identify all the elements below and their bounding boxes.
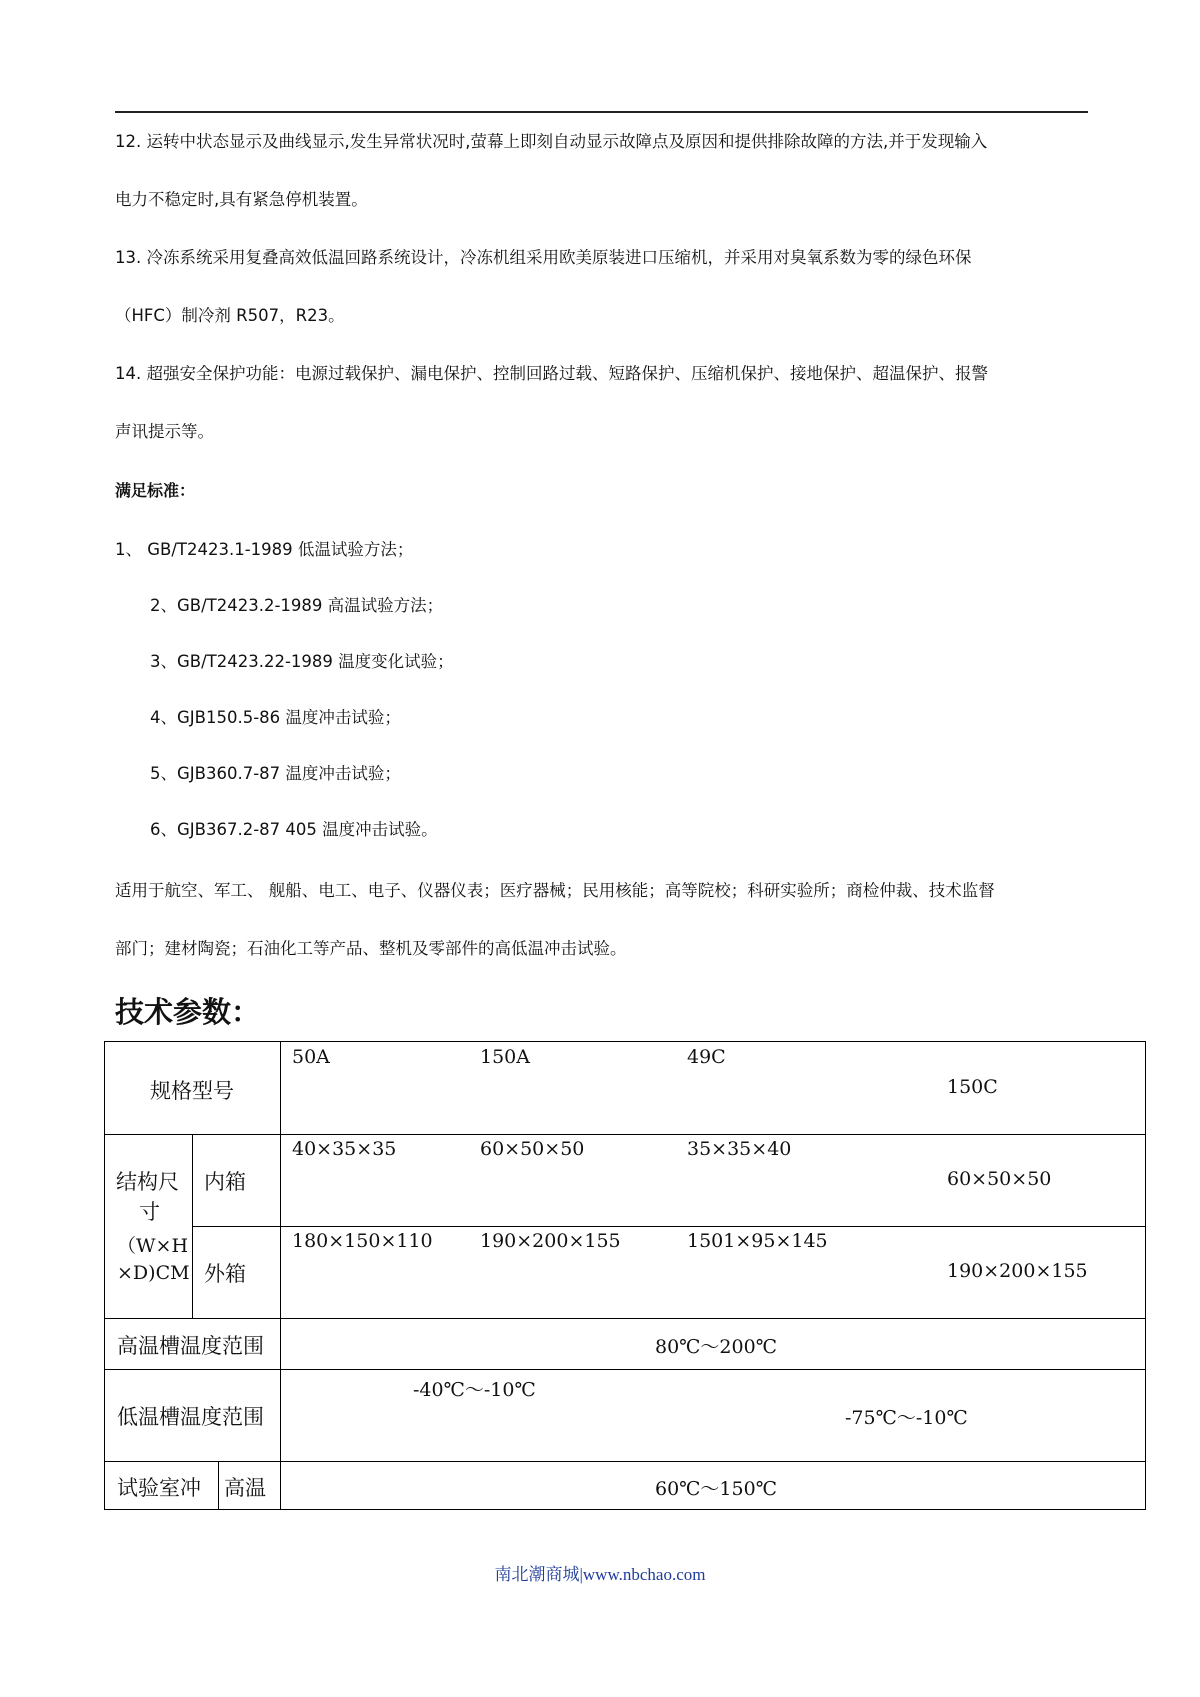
outer-box-value-1: 180×150×110 [292, 1230, 433, 1252]
model-value-4: 150C [947, 1076, 998, 1098]
item-14-line2: 声讯提示等。 [115, 422, 214, 441]
inner-box-value-1: 40×35×35 [292, 1138, 397, 1160]
outer-box-value-2: 190×200×155 [480, 1230, 621, 1252]
high-temp-value: 80℃～200℃ [655, 1336, 777, 1358]
table-row-divider [105, 1461, 1145, 1462]
standard-item-1: 1、 GB/T2423.1-1989 低温试验方法； [115, 540, 414, 559]
item-14-line1: 14. 超强安全保护功能：电源过载保护、漏电保护、控制回路过载、短路保护、压缩机保护、接地保护、超温保护、报警 [115, 364, 988, 383]
table-col-divider [192, 1134, 193, 1318]
model-value-2: 150A [480, 1046, 530, 1068]
footer-link[interactable]: 南北潮商城|www.nbchao.com [494, 1565, 706, 1584]
table-col-divider [218, 1461, 219, 1509]
outer-box-value-3: 1501×95×145 [687, 1230, 828, 1252]
table-row-divider [105, 1134, 1145, 1135]
standard-item-6: 6、GJB367.2-87 405 温度冲击试验。 [150, 820, 438, 839]
structure-label-line3: （W×H [117, 1235, 189, 1257]
outer-box-value-4: 190×200×155 [947, 1260, 1088, 1282]
low-temp-value-2: -75℃～-10℃ [845, 1407, 968, 1429]
table-col-divider [280, 1042, 281, 1509]
standards-heading: 满足标准： [115, 481, 196, 500]
model-value-1: 50A [292, 1046, 330, 1068]
table-row-divider [105, 1318, 1145, 1319]
inner-box-value-3: 35×35×40 [687, 1138, 792, 1160]
outer-box-label: 外箱 [204, 1262, 246, 1286]
tech-params-title: 技术参数： [115, 997, 261, 1029]
item-13-line1: 13. 冷冻系统采用复叠高效低温回路系统设计，冷冻机组采用欧美原装进口压缩机，并采用对臭氧系数为零的绿色环保 [115, 248, 972, 267]
shock-high-label: 高温 [224, 1476, 266, 1500]
inner-box-value-4: 60×50×50 [947, 1168, 1052, 1190]
standard-item-5: 5、GJB360.7-87 温度冲击试验； [150, 764, 401, 783]
applications-line2: 部门；建材陶瓷；石油化工等产品、整机及零部件的高低温冲击试验。 [115, 939, 627, 958]
table-row-divider [105, 1369, 1145, 1370]
inner-box-value-2: 60×50×50 [480, 1138, 585, 1160]
model-label: 规格型号 [150, 1079, 234, 1103]
inner-box-label: 内箱 [204, 1170, 246, 1194]
structure-label-line1: 结构尺 [116, 1170, 179, 1194]
low-temp-label: 低温槽温度范围 [117, 1405, 264, 1429]
spec-table [104, 1041, 1146, 1510]
item-13-line2: （HFC）制冷剂 R507，R23。 [115, 306, 345, 325]
standard-item-3: 3、GB/T2423.22-1989 温度变化试验； [150, 652, 454, 671]
high-temp-label: 高温槽温度范围 [117, 1334, 264, 1358]
shock-high-value: 60℃～150℃ [655, 1478, 777, 1500]
structure-label-line2: 寸 [139, 1200, 160, 1224]
item-12-line1: 12. 运转中状态显示及曲线显示,发生异常状况时,萤幕上即刻自动显示故障点及原因和提供排除故障的方法,并于发现输入 [115, 132, 988, 151]
item-12-line2: 电力不稳定时,具有紧急停机装置。 [115, 190, 368, 209]
applications-line1: 适用于航空、军工、 舰船、电工、电子、仪器仪表；医疗器械；民用核能；高等院校；科研实验所；商检仲裁、技术监督 [115, 881, 995, 900]
standard-item-4: 4、GJB150.5-86 温度冲击试验； [150, 708, 401, 727]
model-value-3: 49C [687, 1046, 726, 1068]
shock-label: 试验室冲 [117, 1476, 201, 1500]
structure-label-line4: ×D)CM [117, 1262, 190, 1284]
standard-item-2: 2、GB/T2423.2-1989 高温试验方法； [150, 596, 444, 615]
table-row-divider [192, 1226, 1145, 1227]
low-temp-value-1: -40℃～-10℃ [413, 1379, 536, 1401]
